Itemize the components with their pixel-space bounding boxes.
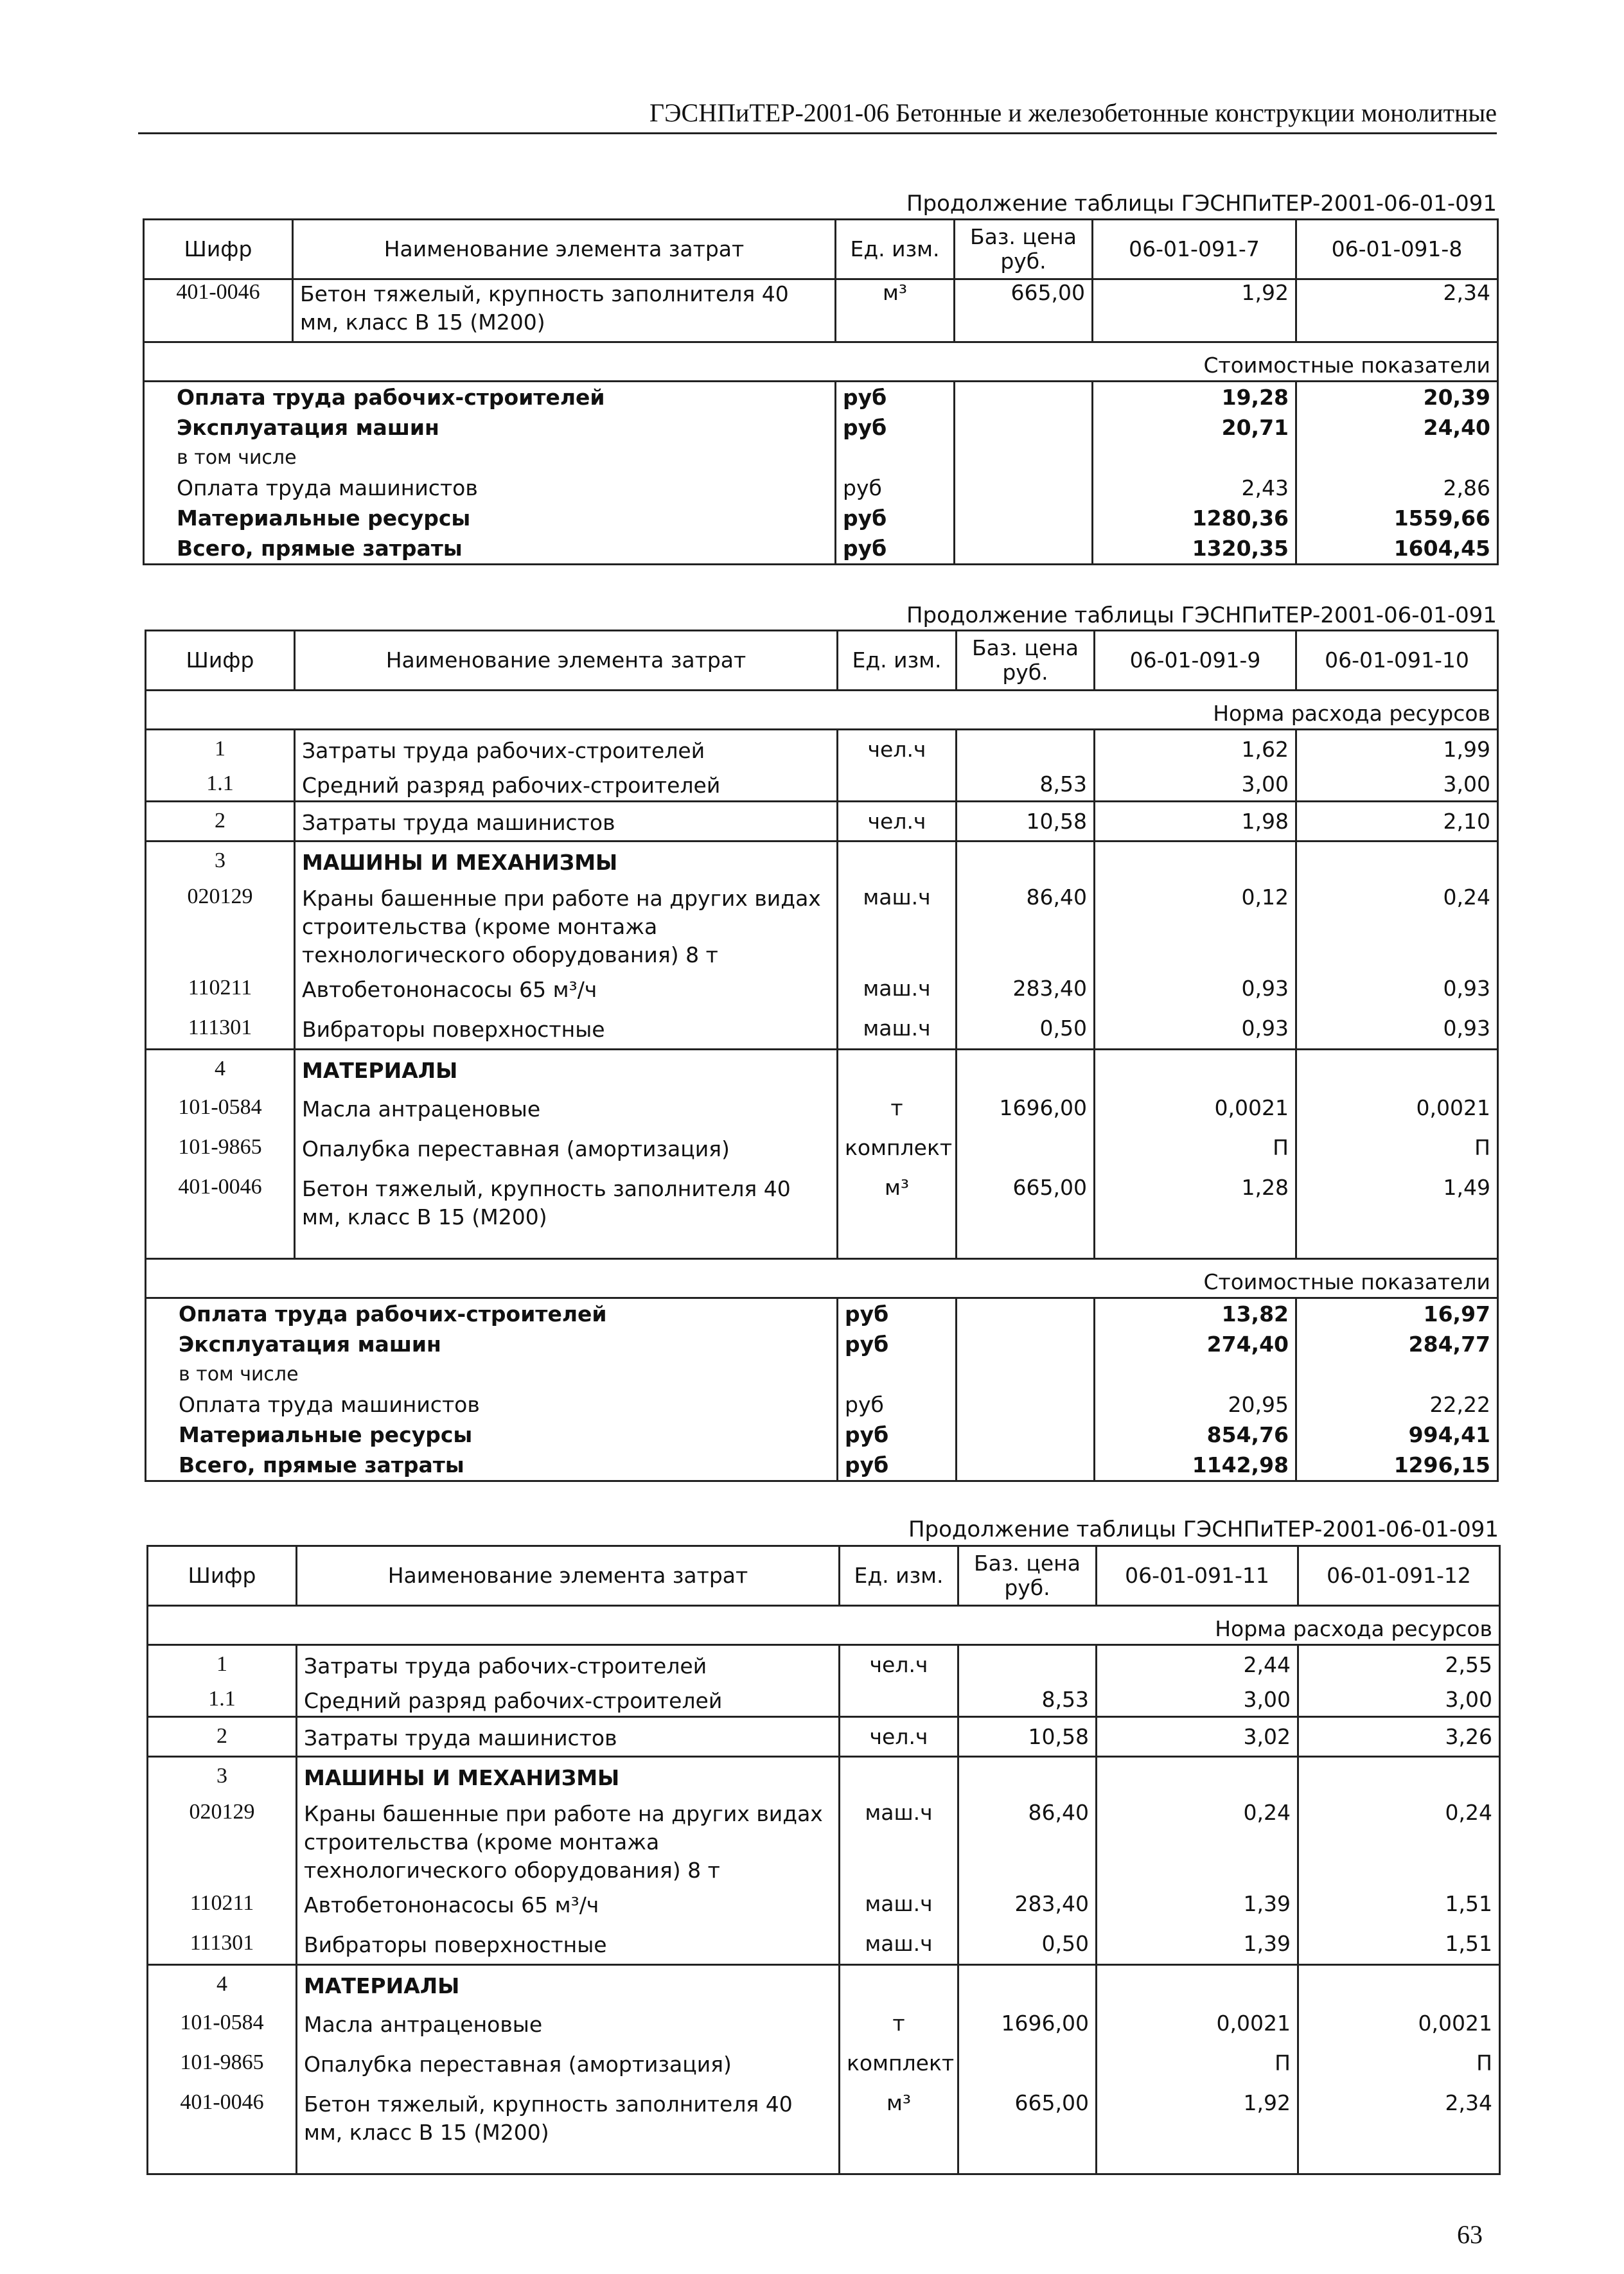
- cost-row: в том числе: [144, 443, 1498, 473]
- cost-row: Всего, прямые затраты руб 1142,98 1296,15: [146, 1450, 1498, 1481]
- table-row: 111301 Вибраторы поверхностные маш.ч 0,50 0,93 0,93: [146, 1009, 1498, 1049]
- col-price-header: Баз. цена руб.: [957, 631, 1095, 691]
- table-row: 101-9865 Опалубка переставная (амортизация) комплект П П: [146, 1129, 1498, 1168]
- cost-table-1: [143, 218, 1499, 565]
- cost-row: Оплата труда машинистов руб 20,95 22,22: [146, 1389, 1498, 1420]
- table-row: 1.1 Средний разряд рабочих-строителей 8,53 3,00 3,00: [148, 1680, 1500, 1716]
- col-name-header: Наименование элемента затрат: [293, 220, 836, 279]
- section-label-row: Норма расхода ресурсов: [148, 1606, 1500, 1645]
- col-variant-1-header: 06-01-091-7: [1093, 220, 1296, 279]
- cost-row: Материальные ресурсы руб 854,76 994,41: [146, 1420, 1498, 1450]
- table-row: 1.1 Средний разряд рабочих-строителей 8,53 3,00 3,00: [146, 765, 1498, 801]
- cost-row: Оплата труда рабочих-строителей руб 13,82 16,97: [146, 1298, 1498, 1329]
- col-price-header: Баз. цена руб.: [958, 1546, 1097, 1606]
- table-header-row: [148, 1546, 1500, 1606]
- section-label-row: Норма расхода ресурсов: [146, 691, 1498, 730]
- table-header-row: [144, 220, 1498, 279]
- table-row: 401-0046 Бетон тяжелый, крупность заполнителя 40 мм, класс В 15 (М200) м³ 665,00 1,92 2,34: [144, 279, 1498, 342]
- cost-row: Оплата труда рабочих-строителей руб 19,28 20,39: [144, 382, 1498, 413]
- table-row: 2 Затраты труда машинистов чел.ч 10,58 1,98 2,10: [146, 801, 1498, 841]
- col-unit-header: Ед. изм.: [840, 1546, 958, 1606]
- page-header: [138, 95, 1497, 134]
- cost-row: Эксплуатация машин руб 20,71 24,40: [144, 412, 1498, 443]
- col-variant-2-header: 06-01-091-8: [1296, 220, 1498, 279]
- cost-row: Материальные ресурсы руб 1280,36 1559,66: [144, 503, 1498, 533]
- col-variant-1-header: 06-01-091-9: [1095, 631, 1296, 691]
- table-row: 110211 Автобетононасосы 65 м³/ч маш.ч 283,40 0,93 0,93: [146, 969, 1498, 1009]
- table-row: 1 Затраты труда рабочих-строителей чел.ч 2,44 2,55: [148, 1645, 1500, 1681]
- col-name-header: Наименование элемента затрат: [297, 1546, 840, 1606]
- table-row: 101-9865 Опалубка переставная (амортизация) комплект П П: [148, 2044, 1500, 2084]
- col-price-header: Баз. цена руб.: [955, 220, 1093, 279]
- cost-row: Всего, прямые затраты руб 1320,35 1604,45: [144, 533, 1498, 565]
- col-name-header: Наименование элемента затрат: [295, 631, 838, 691]
- cost-row: Оплата труда машинистов руб 2,43 2,86: [144, 473, 1498, 503]
- table-caption: Продолжение таблицы ГЭСНПиТЕР-2001-06-01-091: [906, 191, 1497, 216]
- cost-table-2: [145, 630, 1499, 1482]
- section-row: 4 МАТЕРИАЛЫ: [146, 1049, 1498, 1089]
- col-variant-1-header: 06-01-091-11: [1097, 1546, 1298, 1606]
- table-row: 101-0584 Масла антраценовые т 1696,00 0,0021 0,0021: [148, 2004, 1500, 2044]
- page-number: 63: [1457, 2220, 1483, 2249]
- table-header-row: [146, 631, 1498, 691]
- col-variant-2-header: 06-01-091-12: [1298, 1546, 1500, 1606]
- table-row: 1 Затраты труда рабочих-строителей чел.ч 1,62 1,99: [146, 730, 1498, 766]
- table-row: 111301 Вибраторы поверхностные маш.ч 0,50 1,39 1,51: [148, 1925, 1500, 1964]
- table-row: 101-0584 Масла антраценовые т 1696,00 0,0021 0,0021: [146, 1089, 1498, 1129]
- section-label-row: Стоимостные показатели: [144, 342, 1498, 382]
- col-variant-2-header: 06-01-091-10: [1296, 631, 1498, 691]
- section-row: 3 МАШИНЫ И МЕХАНИЗМЫ: [148, 1756, 1500, 1794]
- cost-table-3: [146, 1545, 1501, 2175]
- section-label-row: Стоимостные показатели: [146, 1258, 1498, 1298]
- header-title: ГЭСНПиТЕР-2001-06 Бетонные и железобетонные конструкции монолитные: [649, 98, 1497, 127]
- col-code-header: Шифр: [146, 631, 295, 691]
- section-row: 3 МАШИНЫ И МЕХАНИЗМЫ: [146, 841, 1498, 878]
- table-row: 020129 Краны башенные при работе на других видах строительства (кроме монтажа технологического оборудования) 8 т маш.ч 86,40 0,12 0,24: [146, 878, 1498, 969]
- table-row: 110211 Автобетононасосы 65 м³/ч маш.ч 283,40 1,39 1,51: [148, 1885, 1500, 1925]
- table-row: 401-0046 Бетон тяжелый, крупность заполнителя 40 мм, класс В 15 (М200) м³ 665,00 1,92 2,34: [148, 2084, 1500, 2174]
- col-unit-header: Ед. изм.: [836, 220, 955, 279]
- table-row: 020129 Краны башенные при работе на других видах строительства (кроме монтажа технологического оборудования) 8 т маш.ч 86,40 0,24 0,24: [148, 1794, 1500, 1885]
- table-caption: Продолжение таблицы ГЭСНПиТЕР-2001-06-01-091: [908, 1517, 1499, 1542]
- table-row: 401-0046 Бетон тяжелый, крупность заполнителя 40 мм, класс В 15 (М200) м³ 665,00 1,28 1,49: [146, 1168, 1498, 1258]
- col-code-header: Шифр: [144, 220, 293, 279]
- section-row: 4 МАТЕРИАЛЫ: [148, 1964, 1500, 2004]
- cost-row: Эксплуатация машин руб 274,40 284,77: [146, 1329, 1498, 1359]
- cost-row: в том числе: [146, 1359, 1498, 1389]
- table-row: 2 Затраты труда машинистов чел.ч 10,58 3,02 3,26: [148, 1716, 1500, 1756]
- table-caption: Продолжение таблицы ГЭСНПиТЕР-2001-06-01-091: [906, 603, 1497, 628]
- col-unit-header: Ед. изм.: [838, 631, 957, 691]
- col-code-header: Шифр: [148, 1546, 297, 1606]
